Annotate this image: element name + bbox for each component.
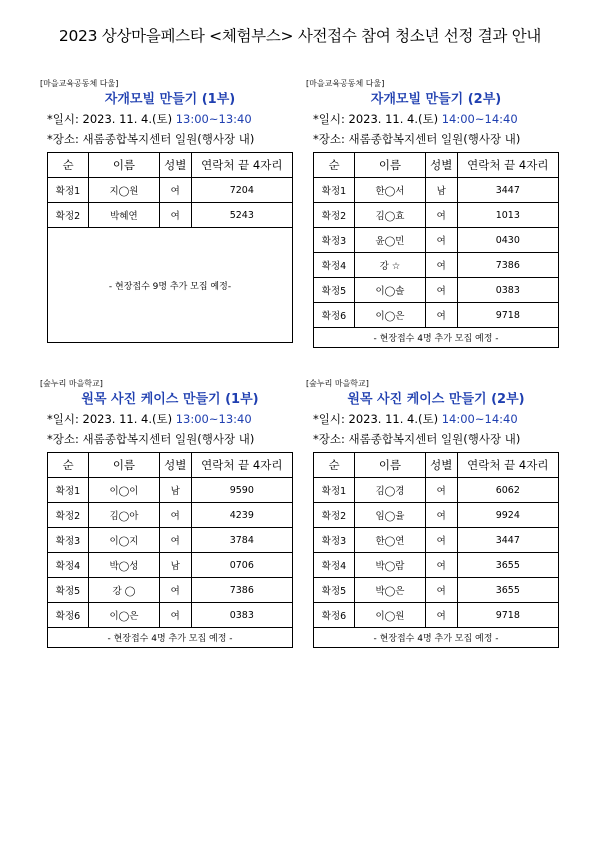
phone-last-digits: 3784 (191, 528, 292, 553)
table-note-row (314, 328, 559, 348)
participant-gender: 여 (425, 503, 457, 528)
participant-gender: 여 (425, 253, 457, 278)
row-number: 확정1 (314, 178, 355, 203)
table-note-row (48, 228, 293, 343)
phone-last-digits: 0706 (191, 553, 292, 578)
phone-last-digits: 5243 (191, 203, 292, 228)
phone-last-digits: 0430 (457, 228, 558, 253)
participant-name: 임◯율 (355, 503, 426, 528)
organizer-label: [마을교육공동체 다울] (40, 79, 119, 88)
phone-last-digits: 1013 (457, 203, 558, 228)
phone-last-digits: 7386 (457, 253, 558, 278)
participant-name: 이◯이 (89, 478, 160, 503)
table-row (314, 178, 559, 203)
column-header: 이름 (89, 153, 160, 178)
table-row (48, 478, 293, 503)
column-header: 순 (314, 153, 355, 178)
column-header: 연락처 끝 4자리 (191, 453, 292, 478)
time-range: 13:00~13:40 (175, 112, 252, 126)
section-title: 원목 사진 케이스 만들기 (2부) (347, 392, 525, 407)
column-header: 이름 (89, 453, 160, 478)
table-row (48, 503, 293, 528)
table-row (314, 478, 559, 503)
phone-last-digits: 3447 (457, 178, 558, 203)
section-photo-case-1 (40, 378, 293, 648)
row-number: 확정6 (314, 303, 355, 328)
table-row (314, 528, 559, 553)
phone-last-digits: 4239 (191, 503, 292, 528)
time-range: 14:00~14:40 (441, 412, 518, 426)
page-title: 2023 상상마을페스타 <체험부스> 사전접수 참여 청소년 선정 결과 안내 (58, 27, 542, 45)
participant-name: 이◯은 (355, 303, 426, 328)
section-title: 자개모빌 만들기 (1부) (104, 92, 236, 107)
row-number: 확정1 (48, 478, 89, 503)
table-row (48, 528, 293, 553)
row-number: 확정2 (48, 203, 89, 228)
participant-gender: 여 (159, 578, 191, 603)
place-line: *장소: 새롬종합복지센터 일원(행사장 내) (313, 132, 521, 146)
row-number: 확정3 (314, 228, 355, 253)
participant-gender: 여 (159, 603, 191, 628)
column-header: 순 (48, 153, 89, 178)
table-row (314, 253, 559, 278)
participant-gender: 여 (425, 278, 457, 303)
phone-last-digits: 9718 (457, 603, 558, 628)
table-row (314, 203, 559, 228)
organizer-label: [마을교육공동체 다울] (306, 79, 385, 88)
place-line: *장소: 새롬종합복지센터 일원(행사장 내) (47, 132, 255, 146)
column-header: 순 (314, 453, 355, 478)
row-number: 확정4 (48, 553, 89, 578)
participant-name: 김◯아 (89, 503, 160, 528)
table-row (314, 553, 559, 578)
participant-name: 박◯은 (355, 578, 426, 603)
column-header: 성별 (425, 453, 457, 478)
table-row (48, 603, 293, 628)
table-header-row (314, 453, 559, 478)
column-header: 성별 (425, 153, 457, 178)
schedule-line (313, 109, 559, 129)
phone-last-digits: 0383 (457, 278, 558, 303)
column-header: 연락처 끝 4자리 (191, 153, 292, 178)
column-header: 성별 (159, 153, 191, 178)
schedule-line (47, 109, 293, 129)
row-number: 확정2 (314, 503, 355, 528)
row-number: 확정2 (48, 503, 89, 528)
participant-gender: 여 (425, 228, 457, 253)
date-label: *일시: 2023. 11. 4.(토) (47, 412, 176, 426)
participant-table (313, 452, 559, 648)
table-row (48, 178, 293, 203)
phone-last-digits: 7204 (191, 178, 292, 203)
table-row (314, 578, 559, 603)
row-number: 확정4 (314, 253, 355, 278)
participant-name: 한◯서 (355, 178, 426, 203)
participant-table (47, 452, 293, 648)
table-header-row (48, 453, 293, 478)
table-note-row (314, 628, 559, 648)
participant-name: 강 ◯ (89, 578, 160, 603)
row-number: 확정1 (314, 478, 355, 503)
table-row (48, 578, 293, 603)
time-range: 14:00~14:40 (441, 112, 518, 126)
section-mobile-2 (306, 78, 559, 348)
phone-last-digits: 9924 (457, 503, 558, 528)
column-header: 이름 (355, 153, 426, 178)
participant-gender: 여 (425, 603, 457, 628)
phone-last-digits: 3655 (457, 578, 558, 603)
organizer-label: [숲누리 마을학교] (306, 379, 369, 388)
phone-last-digits: 7386 (191, 578, 292, 603)
organizer-label: [숲누리 마을학교] (40, 379, 103, 388)
participant-gender: 여 (425, 578, 457, 603)
recruitment-note: - 현장접수 9명 추가 모집 예정- (48, 228, 293, 343)
column-header: 연락처 끝 4자리 (457, 453, 558, 478)
participant-name: 한◯연 (355, 528, 426, 553)
participant-name: 이◯은 (89, 603, 160, 628)
participant-gender: 여 (159, 203, 191, 228)
participant-table (47, 152, 293, 343)
table-row (314, 603, 559, 628)
participant-name: 이◯솔 (355, 278, 426, 303)
participant-name: 박◯성 (89, 553, 160, 578)
participant-gender: 여 (425, 478, 457, 503)
phone-last-digits: 9590 (191, 478, 292, 503)
place-line: *장소: 새롬종합복지센터 일원(행사장 내) (313, 432, 521, 446)
participant-gender: 여 (159, 503, 191, 528)
section-photo-case-2 (306, 378, 559, 648)
participant-gender: 여 (425, 528, 457, 553)
participant-gender: 여 (159, 178, 191, 203)
participant-name: 박◯람 (355, 553, 426, 578)
participant-gender: 여 (159, 528, 191, 553)
participant-name: 박혜연 (89, 203, 160, 228)
row-number: 확정4 (314, 553, 355, 578)
table-note-row (48, 628, 293, 648)
row-number: 확정3 (48, 528, 89, 553)
recruitment-note: - 현장접수 4명 추가 모집 예정 - (314, 328, 559, 348)
row-number: 확정5 (314, 578, 355, 603)
table-row (314, 228, 559, 253)
phone-last-digits: 3655 (457, 553, 558, 578)
row-number: 확정1 (48, 178, 89, 203)
place-line: *장소: 새롬종합복지센터 일원(행사장 내) (47, 432, 255, 446)
section-title: 자개모빌 만들기 (2부) (370, 92, 502, 107)
schedule-line (47, 409, 293, 429)
column-header: 이름 (355, 453, 426, 478)
participant-name: 윤◯민 (355, 228, 426, 253)
participant-gender: 남 (425, 178, 457, 203)
recruitment-note: - 현장접수 4명 추가 모집 예정 - (314, 628, 559, 648)
column-header: 연락처 끝 4자리 (457, 153, 558, 178)
section-mobile-1 (40, 78, 293, 343)
participant-name: 김◯경 (355, 478, 426, 503)
table-row (48, 553, 293, 578)
participant-gender: 여 (425, 203, 457, 228)
row-number: 확정6 (48, 603, 89, 628)
row-number: 확정6 (314, 603, 355, 628)
date-label: *일시: 2023. 11. 4.(토) (313, 412, 442, 426)
recruitment-note: - 현장접수 4명 추가 모집 예정 - (48, 628, 293, 648)
participant-gender: 남 (159, 553, 191, 578)
phone-last-digits: 9718 (457, 303, 558, 328)
participant-name: 강 ☆ (355, 253, 426, 278)
column-header: 성별 (159, 453, 191, 478)
row-number: 확정5 (48, 578, 89, 603)
table-row (314, 303, 559, 328)
participant-gender: 여 (425, 553, 457, 578)
section-title: 원목 사진 케이스 만들기 (1부) (81, 392, 259, 407)
participant-table (313, 152, 559, 348)
participant-name: 지◯원 (89, 178, 160, 203)
table-header-row (314, 153, 559, 178)
row-number: 확정5 (314, 278, 355, 303)
schedule-line (313, 409, 559, 429)
table-row (314, 278, 559, 303)
column-header: 순 (48, 453, 89, 478)
table-header-row (48, 153, 293, 178)
table-row (314, 503, 559, 528)
participant-gender: 여 (425, 303, 457, 328)
table-row (48, 203, 293, 228)
time-range: 13:00~13:40 (175, 412, 252, 426)
participant-name: 김◯효 (355, 203, 426, 228)
participant-name: 이◯원 (355, 603, 426, 628)
row-number: 확정3 (314, 528, 355, 553)
participant-gender: 남 (159, 478, 191, 503)
phone-last-digits: 6062 (457, 478, 558, 503)
phone-last-digits: 0383 (191, 603, 292, 628)
participant-name: 이◯지 (89, 528, 160, 553)
date-label: *일시: 2023. 11. 4.(토) (47, 112, 176, 126)
date-label: *일시: 2023. 11. 4.(토) (313, 112, 442, 126)
phone-last-digits: 3447 (457, 528, 558, 553)
row-number: 확정2 (314, 203, 355, 228)
